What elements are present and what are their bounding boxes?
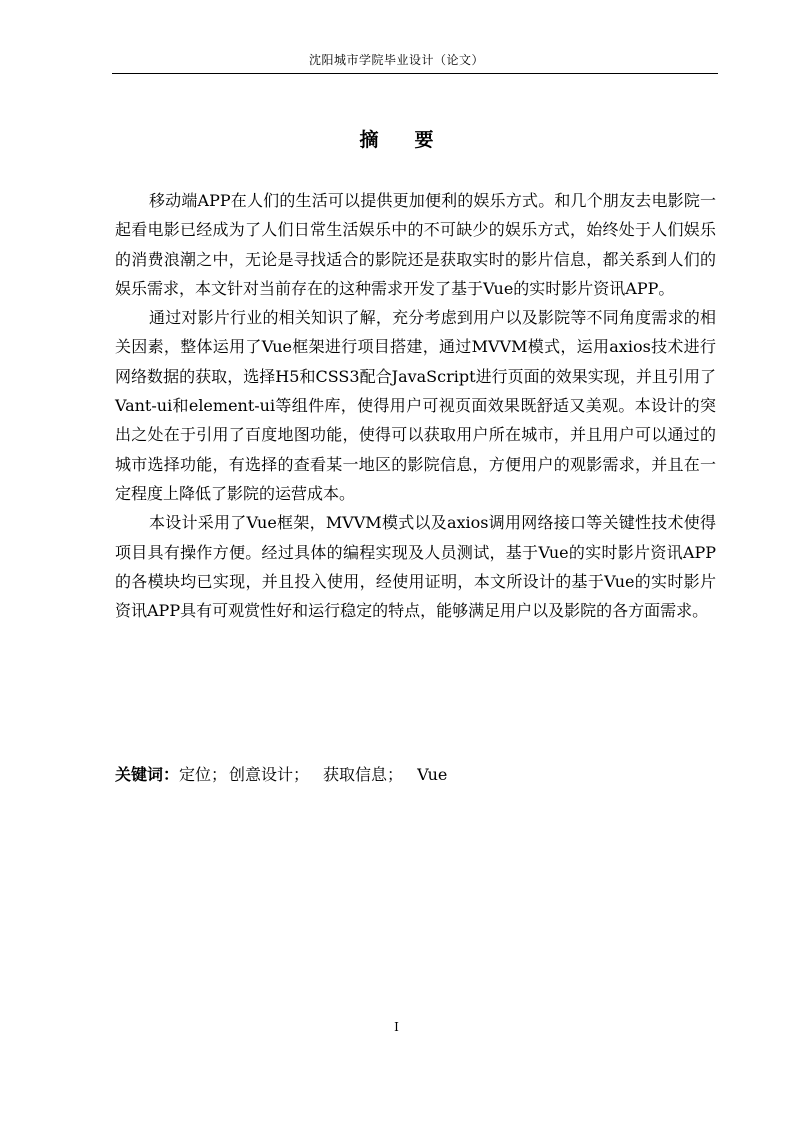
keyword-item: 定位； bbox=[179, 765, 228, 784]
abstract-title bbox=[0, 126, 793, 154]
page-number: I bbox=[394, 1020, 399, 1034]
abstract-paragraph-3: 本设计采用了Vue框架，MVVM模式以及axios调用网络接口等关键性技术使得项目具有操作方便。经过具体的编程实现及人员测试，基于Vue的实时影片资讯APP的各模块均已实现，并且投入使用，经使用证明，本文所设计的基于Vue的实时影片资讯APP具有可观赏性好和运行稳定的特点，能够满足用户以及影院的各方面需求。 bbox=[115, 513, 716, 621]
keywords-line bbox=[115, 761, 716, 789]
keyword-item: 创意设计； bbox=[229, 765, 310, 784]
title-char-1: 摘 bbox=[359, 129, 379, 151]
abstract-paragraph-1: 移动端APP在人们的生活可以提供更加便利的娱乐方式。和几个朋友去电影院一起看电影已经成为了人们日常生活娱乐中的不可缺少的娱乐方式，始终处于人们娱乐的消费浪潮之中，无论是寻找适合的影院还是获取实时的影片信息，都关系到人们的娱乐需求，本文针对当前存在的这种需求开发了基于Vue的实时影片资讯APP。 bbox=[115, 191, 716, 298]
keyword-item: Vue bbox=[417, 765, 448, 784]
keywords-label: 关键词： bbox=[115, 765, 180, 784]
running-header: 沈阳城市学院毕业设计（论文） bbox=[308, 53, 484, 67]
abstract-body bbox=[115, 186, 716, 625]
abstract-paragraph-2: 通过对影片行业的相关知识了解，充分考虑到用户以及影院等不同角度需求的相关因素，整体运用了Vue框架进行项目搭建，通过MVVM模式，运用axios技术进行网络数据的获取，选择H5和CSS3配合JavaScript进行页面的效果实现，并且引用了Vant-ui和element-ui等组件库，使得用户可视页面效果既舒适又美观。本设计的突出之处在于引用了百度地图功能，使得可以获取用户所在城市，并且用户可以通过的城市选择功能，有选择的查看某一地区的影院信息，方便用户的观影需求，并且在一定程度上降低了影院的运营成本。 bbox=[115, 308, 716, 503]
keyword-item: 获取信息； bbox=[323, 765, 404, 784]
title-char-2: 要 bbox=[414, 129, 434, 151]
header-rule bbox=[112, 73, 718, 74]
